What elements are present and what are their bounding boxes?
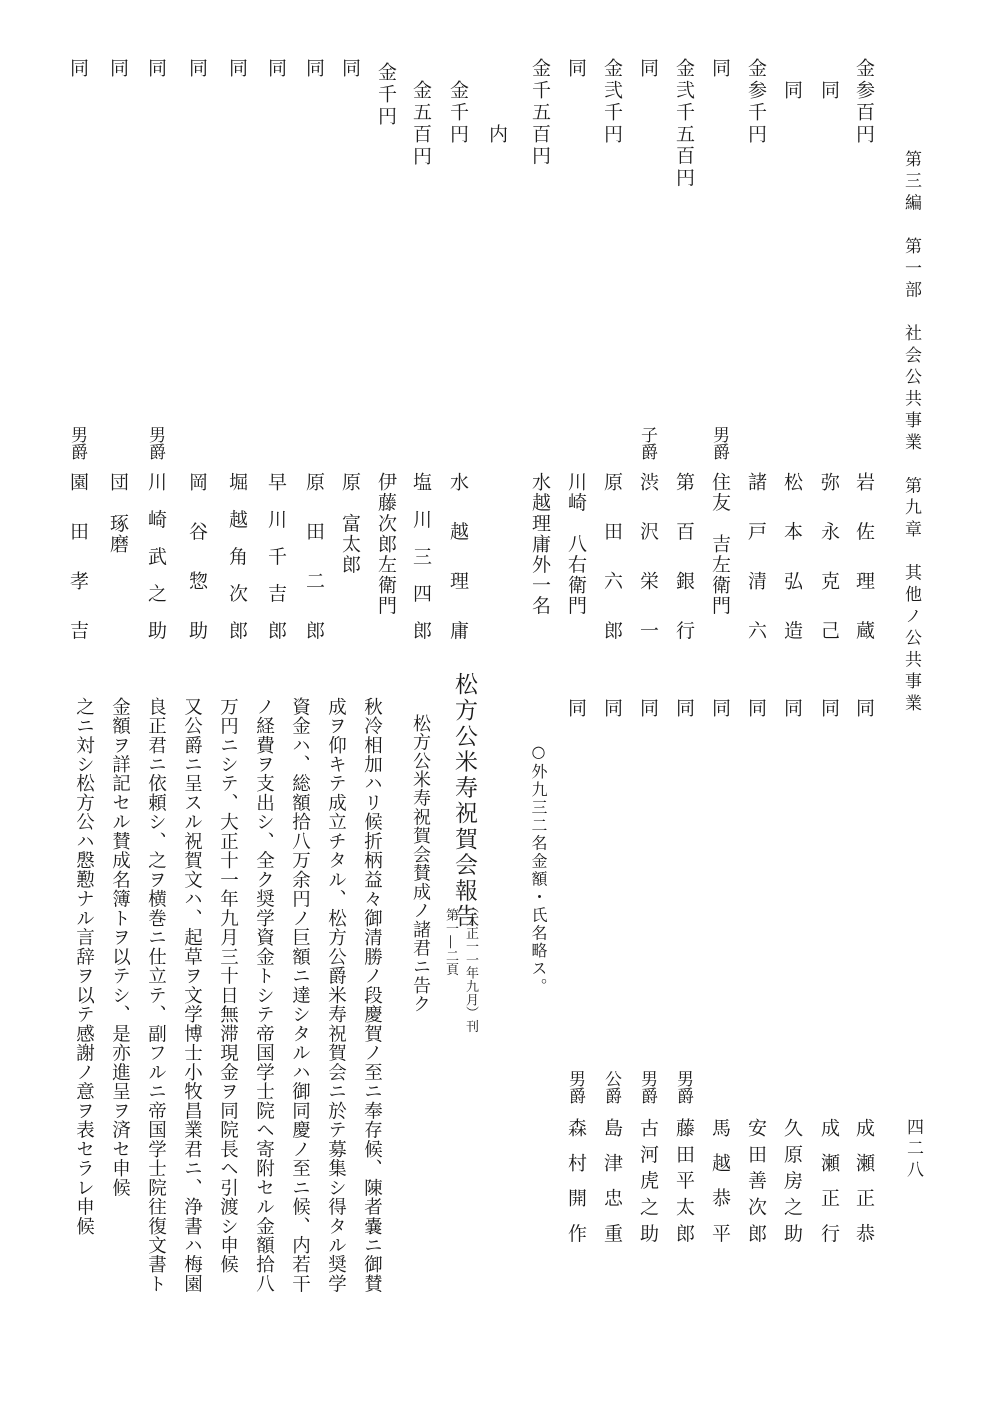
report-body-line: 資金ハ、総額拾八万余円ノ巨額ニ達シタルハ御同慶ノ至ニ候、内若干 xyxy=(289,697,311,1294)
donor-name: 原田六郎 xyxy=(601,472,623,642)
donation-amount: 同 xyxy=(709,58,731,80)
donor-name: 原田二郎 xyxy=(303,472,325,642)
report-body-line: 成ヲ仰キテ成立チタル、松方公爵米寿祝賀会ニ於テ募集シ得タル奨学 xyxy=(325,697,347,1294)
donor-name: 森村開作 xyxy=(565,1118,587,1243)
honorific-title: 男爵 xyxy=(565,1070,585,1104)
donation-amount: 同 xyxy=(145,58,167,80)
report-source-date xyxy=(464,900,477,1033)
honorific-title: 子爵 xyxy=(637,426,657,460)
donor-name: 原 富太郎 xyxy=(339,472,361,575)
donor-name: 成瀬正恭 xyxy=(853,1118,875,1243)
report-body-line: 又公爵ニ呈スル祝賀文ハ、起草ヲ文学博士小牧昌業君ニ、浄書ハ梅園 xyxy=(181,697,203,1294)
report-body-line: 金額ヲ詳記セル賛成名簿トヲ以テシ、是亦進呈ヲ済セ申候 xyxy=(109,697,131,1198)
donation-amount: 同 xyxy=(637,58,659,80)
donor-name: 伊藤次郎左衛門 xyxy=(375,472,397,616)
running-header: 第三編 第一部 社会公共事業 第九章 其他ノ公共事業 xyxy=(901,150,921,716)
donor-name: 古河虎之助 xyxy=(637,1118,659,1243)
donor-name: 川崎 八右衛門 xyxy=(565,472,587,616)
donor-name: 早川千吉郎 xyxy=(265,472,287,642)
report-source-line1: 第一―二頁 xyxy=(443,908,458,977)
donor-name: 岡谷惣助 xyxy=(186,472,208,642)
donation-amount: 金千五百円 xyxy=(529,58,551,168)
donation-amount: 同 xyxy=(601,698,623,720)
donor-name: 団 琢磨 xyxy=(107,472,129,555)
donation-amount: 同 xyxy=(565,58,587,80)
report-body-line: 秋冷相加ハリ候折柄益々御清勝ノ段慶賀ノ至ニ奉存候、陳者嚢ニ御賛 xyxy=(361,697,383,1294)
donor-name: 川崎武之助 xyxy=(145,472,167,642)
donor-name: 久原房之助 xyxy=(781,1118,803,1243)
donation-amount: 同 xyxy=(565,698,587,720)
omission-note: ○外九三二名金額・氏名略ス。 xyxy=(529,742,548,996)
donation-amount: 同 xyxy=(818,698,840,720)
report-body-line: ノ経費ヲ支出シ、全ク奨学資金トシテ帝国学士院ヘ寄附セル金額拾八 xyxy=(253,697,275,1294)
donation-amount: 同 xyxy=(673,698,695,720)
donation-amount: 同 xyxy=(339,58,361,80)
donor-name: 馬越恭平 xyxy=(709,1118,731,1243)
donation-amount: 同 xyxy=(818,80,840,102)
report-source xyxy=(444,908,457,976)
report-body-line: 良正君ニ依頼シ、之ヲ横巻ニ仕立テ、副フルニ帝国学士院往復文書ト xyxy=(145,697,167,1294)
donor-name: 弥永克己 xyxy=(818,472,840,642)
honorific-title: 男爵 xyxy=(145,426,165,460)
report-subheading: 松方公米寿祝賀会賛成ノ諸君ニ告ク xyxy=(410,714,431,1014)
donation-amount: 金弐千五百円 xyxy=(673,58,695,190)
donation-amount: 金弐千円 xyxy=(601,58,623,146)
report-title: 松方公米寿祝賀会報告 xyxy=(451,672,477,930)
donation-amount: 同 xyxy=(186,58,208,80)
donor-name: 島津忠重 xyxy=(601,1118,623,1243)
report-body-line: 万円ニシテ、大正十一年九月三十日無滞現金ヲ同院長ヘ引渡シ申候 xyxy=(217,697,239,1275)
donor-name: 松本弘造 xyxy=(781,472,803,642)
donor-name: 塩川三四郎 xyxy=(410,472,432,642)
honorific-title: 男爵 xyxy=(67,426,87,460)
honorific-title: 男爵 xyxy=(637,1070,657,1104)
donation-amount: 内 xyxy=(486,124,508,146)
donation-amount: 金参千円 xyxy=(745,58,767,146)
donation-amount: 同 xyxy=(265,58,287,80)
page-number: 四二八 xyxy=(903,1118,923,1182)
donor-name: 水越理庸 xyxy=(447,472,469,642)
donation-amount: 同 xyxy=(226,58,248,80)
donor-name: 安田善次郎 xyxy=(745,1118,767,1243)
honorific-title: 男爵 xyxy=(709,426,729,460)
donation-amount: 同 xyxy=(745,698,767,720)
donor-name: 岩佐理蔵 xyxy=(853,472,875,642)
donor-name: 渋沢栄一 xyxy=(637,472,659,642)
donation-amount: 同 xyxy=(781,698,803,720)
donor-name: 第百銀行 xyxy=(673,472,695,642)
donation-amount: 同 xyxy=(709,698,731,720)
donation-amount: 同 xyxy=(781,80,803,102)
donor-name: 水越理庸外一名 xyxy=(529,472,551,616)
donation-amount: 同 xyxy=(303,58,325,80)
donor-name: 堀越角次郎 xyxy=(226,472,248,642)
donation-amount: 金千円 xyxy=(375,62,397,128)
donor-name: 成瀬正行 xyxy=(818,1118,840,1243)
donation-amount: 金千円 xyxy=(447,80,469,146)
donation-amount: 同 xyxy=(853,698,875,720)
report-source-line2: （大正一一年九月）刊 xyxy=(463,900,478,1033)
honorific-title: 男爵 xyxy=(673,1070,693,1104)
honorific-title: 公爵 xyxy=(601,1070,621,1104)
report-body-line: 之ニ対シ松方公ハ慇懃ナル言辞ヲ以テ感謝ノ意ヲ表セラレ申候 xyxy=(73,697,95,1236)
donation-amount: 金参百円 xyxy=(853,58,875,146)
donor-name: 住友 吉左衛門 xyxy=(709,472,731,616)
donation-amount: 同 xyxy=(637,698,659,720)
donation-amount: 同 xyxy=(67,58,89,80)
donation-amount: 同 xyxy=(107,58,129,80)
donor-name: 園田孝吉 xyxy=(67,472,89,642)
donation-amount: 金五百円 xyxy=(410,80,432,168)
donor-name: 藤田平太郎 xyxy=(673,1118,695,1243)
donor-name: 諸戸清六 xyxy=(745,472,767,642)
